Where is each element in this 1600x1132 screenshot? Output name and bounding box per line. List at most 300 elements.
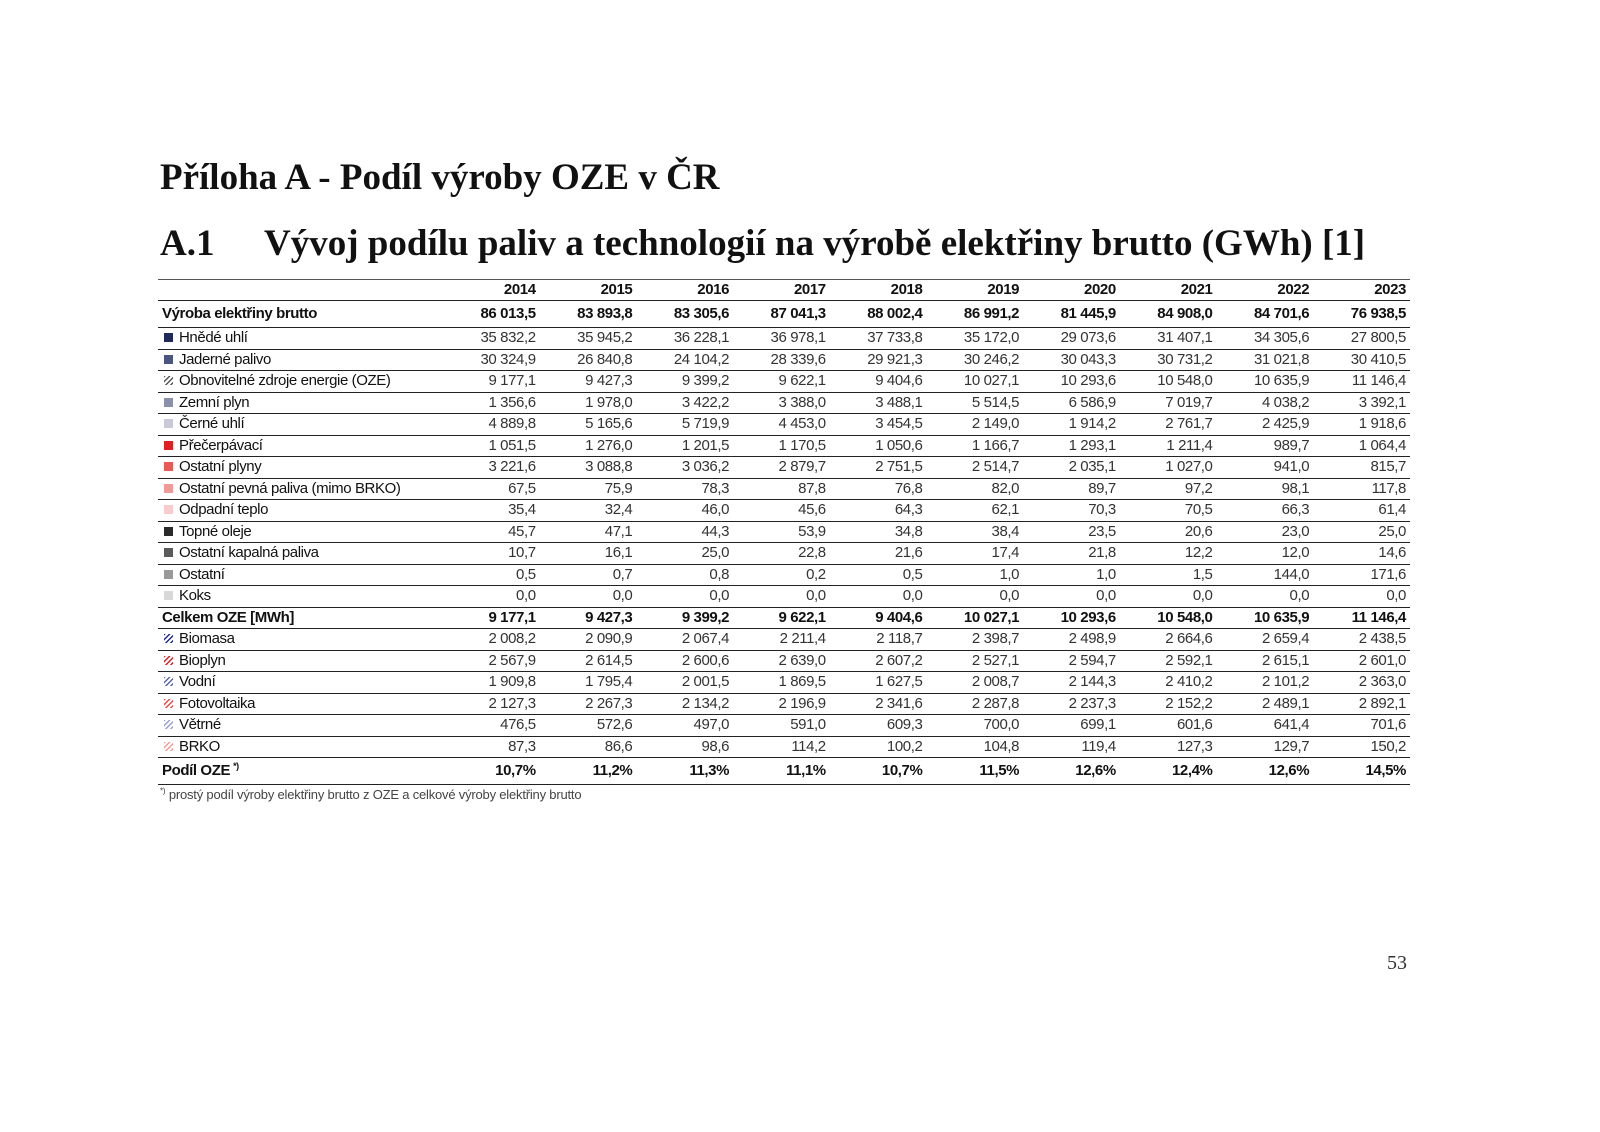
value-cell: 21,8 xyxy=(1023,543,1120,565)
value-cell: 26 840,8 xyxy=(540,349,637,371)
value-cell: 0,5 xyxy=(443,564,540,586)
row-label-cell xyxy=(158,392,443,414)
electricity-production-table xyxy=(158,279,1410,785)
table-row xyxy=(158,349,1410,371)
year-header: 2018 xyxy=(830,280,927,301)
value-cell: 497,0 xyxy=(636,715,733,737)
value-cell: 10 293,6 xyxy=(1023,371,1120,393)
value-cell: 20,6 xyxy=(1120,521,1217,543)
value-cell: 2 438,5 xyxy=(1313,629,1410,651)
value-cell: 10,7% xyxy=(830,758,927,785)
value-cell: 171,6 xyxy=(1313,564,1410,586)
table-row xyxy=(158,758,1410,785)
value-cell: 2 607,2 xyxy=(830,650,927,672)
value-cell: 1,0 xyxy=(926,564,1023,586)
row-label: Biomasa xyxy=(179,630,235,648)
value-cell: 7 019,7 xyxy=(1120,392,1217,414)
value-cell: 144,0 xyxy=(1217,564,1314,586)
value-cell: 82,0 xyxy=(926,478,1023,500)
value-cell: 31 021,8 xyxy=(1217,349,1314,371)
legend-square-icon xyxy=(164,570,173,579)
value-cell: 75,9 xyxy=(540,478,637,500)
value-cell: 1 978,0 xyxy=(540,392,637,414)
table-row xyxy=(158,715,1410,737)
value-cell: 0,5 xyxy=(830,564,927,586)
value-cell: 2 196,9 xyxy=(733,693,830,715)
footnote-marker: *) xyxy=(160,786,166,796)
value-cell: 44,3 xyxy=(636,521,733,543)
value-cell: 1 795,4 xyxy=(540,672,637,694)
value-cell: 0,8 xyxy=(636,564,733,586)
value-cell: 12,6% xyxy=(1217,758,1314,785)
value-cell: 67,5 xyxy=(443,478,540,500)
value-cell: 2 639,0 xyxy=(733,650,830,672)
value-cell: 2 489,1 xyxy=(1217,693,1314,715)
value-cell: 86 991,2 xyxy=(926,301,1023,328)
value-cell: 1 050,6 xyxy=(830,435,927,457)
value-cell: 37 733,8 xyxy=(830,328,927,350)
row-label: Výroba elektřiny brutto xyxy=(162,305,318,322)
table-row xyxy=(158,736,1410,758)
table-row xyxy=(158,500,1410,522)
value-cell: 87,3 xyxy=(443,736,540,758)
value-cell: 10 635,9 xyxy=(1217,371,1314,393)
value-cell: 0,0 xyxy=(1023,586,1120,608)
value-cell: 2 892,1 xyxy=(1313,693,1410,715)
value-cell: 129,7 xyxy=(1217,736,1314,758)
row-label: Hnědé uhlí xyxy=(179,329,248,347)
value-cell: 2 035,1 xyxy=(1023,457,1120,479)
value-cell: 34 305,6 xyxy=(1217,328,1314,350)
table-row xyxy=(158,564,1410,586)
legend-hatch-icon xyxy=(164,720,173,729)
table-row xyxy=(158,650,1410,672)
value-cell: 84 701,6 xyxy=(1217,301,1314,328)
table-row xyxy=(158,301,1410,328)
row-label: Jaderné palivo xyxy=(179,350,271,368)
value-cell: 2 090,9 xyxy=(540,629,637,651)
value-cell: 10 548,0 xyxy=(1120,607,1217,629)
value-cell: 36 978,1 xyxy=(733,328,830,350)
value-cell: 2 615,1 xyxy=(1217,650,1314,672)
value-cell: 30 731,2 xyxy=(1120,349,1217,371)
value-cell: 1 914,2 xyxy=(1023,414,1120,436)
value-cell: 2 410,2 xyxy=(1120,672,1217,694)
value-cell: 29 073,6 xyxy=(1023,328,1120,350)
legend-square-icon xyxy=(164,398,173,407)
value-cell: 10 027,1 xyxy=(926,371,1023,393)
table-row xyxy=(158,521,1410,543)
value-cell: 9 399,2 xyxy=(636,607,733,629)
row-label-cell xyxy=(158,715,443,737)
value-cell: 2 751,5 xyxy=(830,457,927,479)
year-header: 2016 xyxy=(636,280,733,301)
value-cell: 11,3% xyxy=(636,758,733,785)
table-row xyxy=(158,543,1410,565)
table-row xyxy=(158,693,1410,715)
year-header: 2015 xyxy=(540,280,637,301)
value-cell: 83 893,8 xyxy=(540,301,637,328)
value-cell: 2 237,3 xyxy=(1023,693,1120,715)
value-cell: 1 064,4 xyxy=(1313,435,1410,457)
value-cell: 35 832,2 xyxy=(443,328,540,350)
table-row xyxy=(158,586,1410,608)
value-cell: 76,8 xyxy=(830,478,927,500)
legend-square-icon xyxy=(164,462,173,471)
table-header-row xyxy=(158,280,1410,301)
value-cell: 86,6 xyxy=(540,736,637,758)
value-cell: 2 127,3 xyxy=(443,693,540,715)
legend-hatch-icon xyxy=(164,677,173,686)
value-cell: 2 527,1 xyxy=(926,650,1023,672)
value-cell: 104,8 xyxy=(926,736,1023,758)
table-row xyxy=(158,328,1410,350)
value-cell: 61,4 xyxy=(1313,500,1410,522)
value-cell: 30 043,3 xyxy=(1023,349,1120,371)
page-number: 53 xyxy=(1387,952,1407,974)
value-cell: 1 027,0 xyxy=(1120,457,1217,479)
value-cell: 23,5 xyxy=(1023,521,1120,543)
value-cell: 2 001,5 xyxy=(636,672,733,694)
row-label-cell xyxy=(158,301,443,328)
legend-square-icon xyxy=(164,548,173,557)
value-cell: 98,1 xyxy=(1217,478,1314,500)
value-cell: 5 514,5 xyxy=(926,392,1023,414)
value-cell: 32,4 xyxy=(540,500,637,522)
row-label-cell xyxy=(158,371,443,393)
value-cell: 9 427,3 xyxy=(540,607,637,629)
value-cell: 62,1 xyxy=(926,500,1023,522)
header-empty xyxy=(158,280,443,301)
value-cell: 4 889,8 xyxy=(443,414,540,436)
value-cell: 16,1 xyxy=(540,543,637,565)
value-cell: 3 422,2 xyxy=(636,392,733,414)
row-label-cell xyxy=(158,758,443,785)
value-cell: 2 144,3 xyxy=(1023,672,1120,694)
value-cell: 14,6 xyxy=(1313,543,1410,565)
value-cell: 0,2 xyxy=(733,564,830,586)
value-cell: 1 201,5 xyxy=(636,435,733,457)
legend-square-icon xyxy=(164,505,173,514)
value-cell: 1 166,7 xyxy=(926,435,1023,457)
value-cell: 10 293,6 xyxy=(1023,607,1120,629)
year-header: 2021 xyxy=(1120,280,1217,301)
value-cell: 572,6 xyxy=(540,715,637,737)
row-label-cell xyxy=(158,672,443,694)
value-cell: 9 622,1 xyxy=(733,607,830,629)
value-cell: 9 404,6 xyxy=(830,371,927,393)
table-row xyxy=(158,435,1410,457)
value-cell: 5 719,9 xyxy=(636,414,733,436)
legend-hatch-icon xyxy=(164,742,173,751)
value-cell: 87,8 xyxy=(733,478,830,500)
value-cell: 12,6% xyxy=(1023,758,1120,785)
value-cell: 83 305,6 xyxy=(636,301,733,328)
value-cell: 2 101,2 xyxy=(1217,672,1314,694)
footnote-ref: *) xyxy=(233,761,239,771)
value-cell: 2 341,6 xyxy=(830,693,927,715)
value-cell: 641,4 xyxy=(1217,715,1314,737)
table-row xyxy=(158,392,1410,414)
row-label: Větrné xyxy=(179,716,221,734)
row-label-cell xyxy=(158,564,443,586)
table-row xyxy=(158,414,1410,436)
value-cell: 1 211,4 xyxy=(1120,435,1217,457)
row-label-cell xyxy=(158,607,443,629)
value-cell: 2 134,2 xyxy=(636,693,733,715)
value-cell: 88 002,4 xyxy=(830,301,927,328)
row-label-cell xyxy=(158,500,443,522)
row-label-cell xyxy=(158,693,443,715)
value-cell: 53,9 xyxy=(733,521,830,543)
value-cell: 17,4 xyxy=(926,543,1023,565)
value-cell: 22,8 xyxy=(733,543,830,565)
value-cell: 30 324,9 xyxy=(443,349,540,371)
value-cell: 2 592,1 xyxy=(1120,650,1217,672)
value-cell: 64,3 xyxy=(830,500,927,522)
row-label: Ostatní xyxy=(179,565,225,583)
row-label-cell xyxy=(158,328,443,350)
row-label-cell xyxy=(158,736,443,758)
legend-square-icon xyxy=(164,484,173,493)
section-title: Vývoj podílu paliv a technologií na výrobě elektřiny brutto (GWh) [1] xyxy=(264,223,1366,264)
value-cell: 12,2 xyxy=(1120,543,1217,565)
year-header: 2019 xyxy=(926,280,1023,301)
value-cell: 114,2 xyxy=(733,736,830,758)
value-cell: 6 586,9 xyxy=(1023,392,1120,414)
table-container xyxy=(158,279,1410,803)
value-cell: 0,0 xyxy=(636,586,733,608)
value-cell: 9 177,1 xyxy=(443,607,540,629)
row-label-cell xyxy=(158,521,443,543)
row-label-cell xyxy=(158,650,443,672)
value-cell: 81 445,9 xyxy=(1023,301,1120,328)
value-cell: 9 404,6 xyxy=(830,607,927,629)
value-cell: 98,6 xyxy=(636,736,733,758)
value-cell: 3 221,6 xyxy=(443,457,540,479)
legend-hatch-icon xyxy=(164,634,173,643)
value-cell: 2 118,7 xyxy=(830,629,927,651)
footnote-text: prostý podíl výroby elektřiny brutto z OZE a celkové výroby elektřiny brutto xyxy=(168,787,582,802)
row-label: Koks xyxy=(179,587,211,605)
value-cell: 591,0 xyxy=(733,715,830,737)
row-label: Obnovitelné zdroje energie (OZE) xyxy=(179,372,391,390)
row-label: BRKO xyxy=(179,737,220,755)
row-label-cell xyxy=(158,457,443,479)
row-label: Ostatní pevná paliva (mimo BRKO) xyxy=(179,479,401,497)
value-cell: 3 392,1 xyxy=(1313,392,1410,414)
value-cell: 11,2% xyxy=(540,758,637,785)
row-label: Černé uhlí xyxy=(179,415,245,433)
value-cell: 3 036,2 xyxy=(636,457,733,479)
row-label-cell xyxy=(158,586,443,608)
row-label: Zemní plyn xyxy=(179,393,250,411)
year-header: 2020 xyxy=(1023,280,1120,301)
value-cell: 38,4 xyxy=(926,521,1023,543)
value-cell: 66,3 xyxy=(1217,500,1314,522)
value-cell: 10 635,9 xyxy=(1217,607,1314,629)
legend-square-icon xyxy=(164,591,173,600)
year-header: 2022 xyxy=(1217,280,1314,301)
value-cell: 11,5% xyxy=(926,758,1023,785)
row-label: Ostatní plyny xyxy=(179,458,262,476)
value-cell: 3 488,1 xyxy=(830,392,927,414)
value-cell: 150,2 xyxy=(1313,736,1410,758)
value-cell: 0,0 xyxy=(1313,586,1410,608)
value-cell: 2 600,6 xyxy=(636,650,733,672)
row-label: Celkem OZE [MWh] xyxy=(162,608,294,626)
value-cell: 11 146,4 xyxy=(1313,371,1410,393)
value-cell: 1 170,5 xyxy=(733,435,830,457)
value-cell: 5 165,6 xyxy=(540,414,637,436)
value-cell: 9 427,3 xyxy=(540,371,637,393)
table-row xyxy=(158,457,1410,479)
value-cell: 97,2 xyxy=(1120,478,1217,500)
section-heading xyxy=(160,222,1365,266)
table-row xyxy=(158,607,1410,629)
value-cell: 12,0 xyxy=(1217,543,1314,565)
value-cell: 2 761,7 xyxy=(1120,414,1217,436)
value-cell: 117,8 xyxy=(1313,478,1410,500)
value-cell: 2 267,3 xyxy=(540,693,637,715)
value-cell: 3 088,8 xyxy=(540,457,637,479)
value-cell: 84 908,0 xyxy=(1120,301,1217,328)
value-cell: 2 664,6 xyxy=(1120,629,1217,651)
value-cell: 1,5 xyxy=(1120,564,1217,586)
section-number: A.1 xyxy=(160,223,215,264)
value-cell: 2 008,7 xyxy=(926,672,1023,694)
value-cell: 601,6 xyxy=(1120,715,1217,737)
value-cell: 11,1% xyxy=(733,758,830,785)
value-cell: 9 399,2 xyxy=(636,371,733,393)
value-cell: 700,0 xyxy=(926,715,1023,737)
value-cell: 2 211,4 xyxy=(733,629,830,651)
value-cell: 2 514,7 xyxy=(926,457,1023,479)
value-cell: 14,5% xyxy=(1313,758,1410,785)
value-cell: 46,0 xyxy=(636,500,733,522)
value-cell: 0,0 xyxy=(733,586,830,608)
legend-hatch-icon xyxy=(164,699,173,708)
year-header: 2017 xyxy=(733,280,830,301)
value-cell: 47,1 xyxy=(540,521,637,543)
row-label: Vodní xyxy=(179,673,216,691)
row-label-cell xyxy=(158,543,443,565)
table-row xyxy=(158,371,1410,393)
row-label: Ostatní kapalná paliva xyxy=(179,544,319,562)
value-cell: 87 041,3 xyxy=(733,301,830,328)
value-cell: 989,7 xyxy=(1217,435,1314,457)
value-cell: 1 293,1 xyxy=(1023,435,1120,457)
value-cell: 1 051,5 xyxy=(443,435,540,457)
value-cell: 3 388,0 xyxy=(733,392,830,414)
value-cell: 941,0 xyxy=(1217,457,1314,479)
value-cell: 76 938,5 xyxy=(1313,301,1410,328)
value-cell: 29 921,3 xyxy=(830,349,927,371)
value-cell: 89,7 xyxy=(1023,478,1120,500)
value-cell: 2 879,7 xyxy=(733,457,830,479)
value-cell: 476,5 xyxy=(443,715,540,737)
value-cell: 2 363,0 xyxy=(1313,672,1410,694)
value-cell: 10,7 xyxy=(443,543,540,565)
table-row xyxy=(158,478,1410,500)
value-cell: 28 339,6 xyxy=(733,349,830,371)
value-cell: 2 425,9 xyxy=(1217,414,1314,436)
value-cell: 36 228,1 xyxy=(636,328,733,350)
value-cell: 1 276,0 xyxy=(540,435,637,457)
value-cell: 10,7% xyxy=(443,758,540,785)
value-cell: 119,4 xyxy=(1023,736,1120,758)
value-cell: 1 918,6 xyxy=(1313,414,1410,436)
value-cell: 25,0 xyxy=(1313,521,1410,543)
value-cell: 0,0 xyxy=(1120,586,1217,608)
value-cell: 30 246,2 xyxy=(926,349,1023,371)
value-cell: 2 601,0 xyxy=(1313,650,1410,672)
appendix-heading: Příloha A - Podíl výroby OZE v ČR xyxy=(160,157,720,198)
value-cell: 2 659,4 xyxy=(1217,629,1314,651)
value-cell: 45,6 xyxy=(733,500,830,522)
row-label-cell xyxy=(158,478,443,500)
value-cell: 2 567,9 xyxy=(443,650,540,672)
value-cell: 1 909,8 xyxy=(443,672,540,694)
value-cell: 609,3 xyxy=(830,715,927,737)
value-cell: 815,7 xyxy=(1313,457,1410,479)
value-cell: 2 149,0 xyxy=(926,414,1023,436)
value-cell: 12,4% xyxy=(1120,758,1217,785)
value-cell: 100,2 xyxy=(830,736,927,758)
value-cell: 0,7 xyxy=(540,564,637,586)
value-cell: 1 356,6 xyxy=(443,392,540,414)
value-cell: 27 800,5 xyxy=(1313,328,1410,350)
value-cell: 0,0 xyxy=(1217,586,1314,608)
value-cell: 23,0 xyxy=(1217,521,1314,543)
value-cell: 2 498,9 xyxy=(1023,629,1120,651)
value-cell: 25,0 xyxy=(636,543,733,565)
value-cell: 70,5 xyxy=(1120,500,1217,522)
value-cell: 701,6 xyxy=(1313,715,1410,737)
value-cell: 127,3 xyxy=(1120,736,1217,758)
table-row xyxy=(158,629,1410,651)
legend-square-icon xyxy=(164,419,173,428)
legend-hatch-icon xyxy=(164,656,173,665)
value-cell: 0,0 xyxy=(926,586,1023,608)
value-cell: 0,0 xyxy=(830,586,927,608)
value-cell: 10 548,0 xyxy=(1120,371,1217,393)
legend-square-icon xyxy=(164,355,173,364)
value-cell: 9 622,1 xyxy=(733,371,830,393)
value-cell: 21,6 xyxy=(830,543,927,565)
value-cell: 0,0 xyxy=(443,586,540,608)
value-cell: 2 152,2 xyxy=(1120,693,1217,715)
value-cell: 2 614,5 xyxy=(540,650,637,672)
value-cell: 4 038,2 xyxy=(1217,392,1314,414)
legend-square-icon xyxy=(164,333,173,342)
row-label-cell xyxy=(158,414,443,436)
value-cell: 2 398,7 xyxy=(926,629,1023,651)
value-cell: 31 407,1 xyxy=(1120,328,1217,350)
value-cell: 2 287,8 xyxy=(926,693,1023,715)
value-cell: 11 146,4 xyxy=(1313,607,1410,629)
footnote xyxy=(160,787,1410,803)
row-label: Přečerpávací xyxy=(179,436,263,454)
row-label: Bioplyn xyxy=(179,651,226,669)
value-cell: 9 177,1 xyxy=(443,371,540,393)
row-label: Fotovoltaika xyxy=(179,694,256,712)
value-cell: 86 013,5 xyxy=(443,301,540,328)
value-cell: 1 627,5 xyxy=(830,672,927,694)
legend-square-icon xyxy=(164,527,173,536)
row-label-cell xyxy=(158,629,443,651)
value-cell: 35,4 xyxy=(443,500,540,522)
